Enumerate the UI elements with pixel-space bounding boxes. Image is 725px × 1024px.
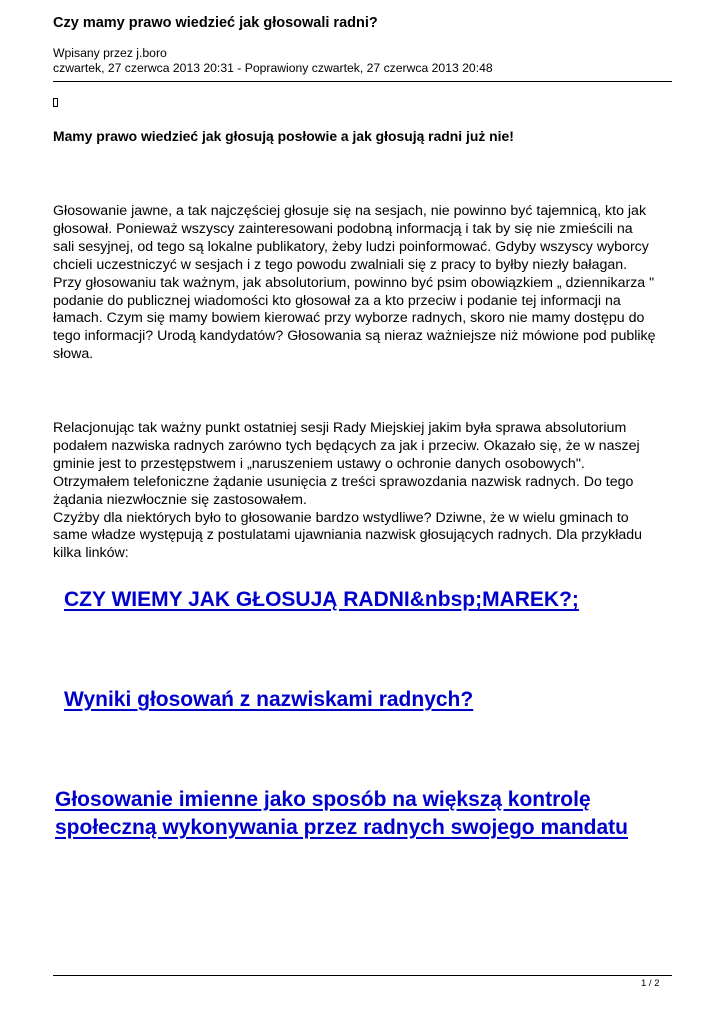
paragraph-line: same władze występują z postulatami ujawniania nazwisk głosujących radnych. Dla przykładu [53,527,643,544]
link-line: społeczną wykonywania przez radnych swojego mandatu [55,816,628,839]
paragraph-line: głosował. Ponieważ wszyscy zainteresowani podobną informacją i tak by się nie zmieścili na [53,220,633,237]
paragraph-line: gminie jest to przestępstwem i „naruszeniem ustawy o ochronie danych osobowych". [53,455,585,472]
paragraph-line: tego informacji? Urodą kandydatów? Głosowania są nieraz ważniejsze niż mówione pod publikę [53,328,656,345]
paragraph-line: żądania niezwłocznie się zastosowałem. [53,491,307,508]
header-divider [53,81,672,82]
link-glosowanie-imienne[interactable] [55,786,628,842]
date-line: czwartek, 27 czerwca 2013 20:31 - Poprawiony czwartek, 27 czerwca 2013 20:48 [53,61,493,75]
page-title: Czy mamy prawo wiedzieć jak głosowali radni? [53,15,378,31]
link-line: Głosowanie imienne jako sposób na większą kontrolę [55,788,591,811]
paragraph-line: Przy głosowaniu tak ważnym, jak absolutorium, powinno być psim obowiązkiem „ dziennikarza " [53,274,655,291]
missing-glyph-icon [53,98,58,107]
paragraph-line: chcieli uczestniczyć w sesjach i z tego powodu zwalniali się z pracy to byłby niezły bałagan. [53,256,628,273]
article-meta [53,46,493,76]
paragraph-line: łamach. Czym się mamy bowiem kierować przy wyborze radnych, skoro nie mamy dostępu do [53,310,645,327]
paragraph-line: słowa. [53,346,94,363]
paragraph-line: podałem nazwiska radnych zarówno tych będących za jak i przeciw. Okazało się, że w naszej [53,437,640,454]
author-line: Wpisany przez j.boro [53,46,167,60]
paragraph-line: podanie do publicznej wiadomości kto głosował za a kto przeciw i podanie tej informacji na [53,292,621,309]
paragraph-line: kilka linków: [53,545,129,562]
page-number: 1 / 2 [641,978,660,989]
link-wyniki-glosowan[interactable]: Wyniki głosowań z nazwiskami radnych? [64,688,474,711]
link-czy-wiemy[interactable]: CZY WIEMY JAK GŁOSUJĄ RADNI&nbsp;MAREK?; [64,588,579,611]
article-lead: Mamy prawo wiedzieć jak głosują posłowie a jak głosują radni już nie! [53,128,514,144]
paragraph-line: Otrzymałem telefoniczne żądanie usunięcia z treści sprawozdania nazwisk radnych. Do tego [53,473,634,490]
paragraph-line: Głosowanie jawne, a tak najczęściej głosuje się na sesjach, nie powinno być tajemnicą, kto jak [53,203,647,219]
paragraph-line: sali sesyjnej, od tego są lokalne publikatory, żeby ludzi poinformować. Gdyby wszyscy wyborcy [53,238,649,255]
paragraph-line: Czyżby dla niektórych było to głosowanie bardzo wstydliwe? Dziwne, że w wielu gminach to [53,509,629,526]
footer-divider [53,975,672,976]
paragraph-1 [53,203,678,364]
paragraph-2 [53,420,678,563]
paragraph-line: Relacjonując tak ważny punkt ostatniej sesji Rady Miejskiej jakim była sprawa absolutorium [53,420,627,436]
